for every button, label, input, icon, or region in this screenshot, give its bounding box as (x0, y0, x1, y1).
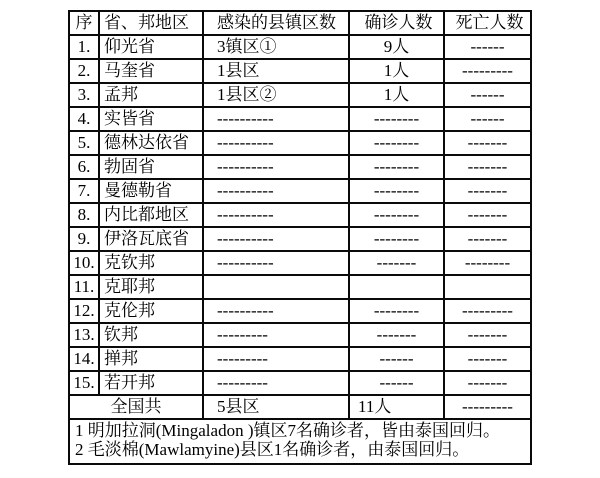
cell-confirmed: ------- (349, 251, 444, 275)
cell-confirmed (349, 275, 444, 299)
cell-infected: ---------- (203, 251, 349, 275)
table-row (69, 203, 531, 227)
table-row (69, 35, 531, 59)
cell-no: 13. (69, 323, 99, 347)
total-deaths: --------- (444, 395, 531, 419)
cell-region: 德林达依省 (99, 131, 203, 155)
cell-deaths: --------- (444, 299, 531, 323)
cell-deaths: ------- (444, 227, 531, 251)
cell-deaths (444, 275, 531, 299)
cell-no: 1. (69, 35, 99, 59)
cell-infected (203, 275, 349, 299)
cell-region: 仰光省 (99, 35, 203, 59)
cell-confirmed: -------- (349, 155, 444, 179)
table-row (69, 275, 531, 299)
cell-deaths: ------- (444, 371, 531, 395)
cell-deaths: ------- (444, 203, 531, 227)
footnote-line-1: 1 明加拉洞(Mingaladon )镇区7名确诊者，皆由泰国回归。 (75, 421, 500, 440)
table-row (69, 131, 531, 155)
cell-no: 2. (69, 59, 99, 83)
header-no: 序 (69, 11, 99, 35)
cell-infected: ---------- (203, 299, 349, 323)
cell-infected: 3镇区① (203, 35, 349, 59)
covid-region-table (68, 10, 532, 465)
total-confirmed: 11人 (349, 395, 444, 419)
cell-no: 14. (69, 347, 99, 371)
cell-deaths: ------- (444, 155, 531, 179)
cell-deaths: -------- (444, 251, 531, 275)
cell-infected: 1县区 (203, 59, 349, 83)
table-row (69, 371, 531, 395)
cell-no: 5. (69, 131, 99, 155)
table-row (69, 83, 531, 107)
cell-region: 伊洛瓦底省 (99, 227, 203, 251)
total-label: 全国共 (69, 395, 203, 419)
cell-confirmed: ------ (349, 347, 444, 371)
cell-confirmed: 1人 (349, 59, 444, 83)
cell-region: 实皆省 (99, 107, 203, 131)
footnotes (69, 419, 531, 464)
cell-infected: --------- (203, 323, 349, 347)
cell-no: 6. (69, 155, 99, 179)
cell-no: 4. (69, 107, 99, 131)
cell-confirmed: -------- (349, 299, 444, 323)
total-row (69, 395, 531, 419)
table-row (69, 107, 531, 131)
cell-region: 勃固省 (99, 155, 203, 179)
cell-deaths: ------ (444, 83, 531, 107)
cell-region: 内比都地区 (99, 203, 203, 227)
cell-deaths: ------- (444, 179, 531, 203)
cell-region: 克伦邦 (99, 299, 203, 323)
cell-confirmed: -------- (349, 107, 444, 131)
total-infected: 5县区 (203, 395, 349, 419)
cell-confirmed: -------- (349, 131, 444, 155)
cell-region: 若开邦 (99, 371, 203, 395)
cell-no: 3. (69, 83, 99, 107)
cell-confirmed: -------- (349, 179, 444, 203)
cell-infected: ---------- (203, 131, 349, 155)
cell-infected: 1县区② (203, 83, 349, 107)
cell-region: 克耶邦 (99, 275, 203, 299)
cell-no: 9. (69, 227, 99, 251)
header-infected: 感染的县镇区数 (203, 11, 349, 35)
cell-infected: ---------- (203, 179, 349, 203)
cell-deaths: ------ (444, 107, 531, 131)
cell-infected: --------- (203, 371, 349, 395)
table-row (69, 251, 531, 275)
cell-confirmed: 9人 (349, 35, 444, 59)
cell-region: 孟邦 (99, 83, 203, 107)
footnote-row (69, 419, 531, 464)
table-row (69, 227, 531, 251)
header-deaths: 死亡人数 (444, 11, 531, 35)
table-row (69, 59, 531, 83)
cell-infected: ---------- (203, 203, 349, 227)
cell-confirmed: 1人 (349, 83, 444, 107)
cell-deaths: ------ (444, 35, 531, 59)
footnote-line-2: 2 毛淡棉(Mawlamyine)县区1名确诊者，由泰国回归。 (75, 439, 470, 459)
cell-infected: ---------- (203, 107, 349, 131)
cell-confirmed: -------- (349, 203, 444, 227)
cell-no: 8. (69, 203, 99, 227)
cell-no: 11. (69, 275, 99, 299)
cell-infected: ---------- (203, 227, 349, 251)
table-row (69, 323, 531, 347)
table-row (69, 155, 531, 179)
cell-no: 12. (69, 299, 99, 323)
cell-deaths: ------- (444, 347, 531, 371)
header-confirmed: 确诊人数 (349, 11, 444, 35)
cell-deaths: ------- (444, 323, 531, 347)
cell-no: 7. (69, 179, 99, 203)
cell-infected: --------- (203, 347, 349, 371)
cell-region: 钦邦 (99, 323, 203, 347)
table-row (69, 347, 531, 371)
table-row (69, 179, 531, 203)
cell-confirmed: -------- (349, 227, 444, 251)
cell-no: 15. (69, 371, 99, 395)
cell-region: 曼德勒省 (99, 179, 203, 203)
header-region: 省、邦地区 (99, 11, 203, 35)
cell-region: 掸邦 (99, 347, 203, 371)
cell-infected: ---------- (203, 155, 349, 179)
cell-confirmed: ------ (349, 371, 444, 395)
header-row (69, 11, 531, 35)
cell-region: 克钦邦 (99, 251, 203, 275)
cell-region: 马奎省 (99, 59, 203, 83)
table-row (69, 299, 531, 323)
cell-deaths: ------- (444, 131, 531, 155)
cell-confirmed: ------- (349, 323, 444, 347)
cell-no: 10. (69, 251, 99, 275)
cell-deaths: --------- (444, 59, 531, 83)
